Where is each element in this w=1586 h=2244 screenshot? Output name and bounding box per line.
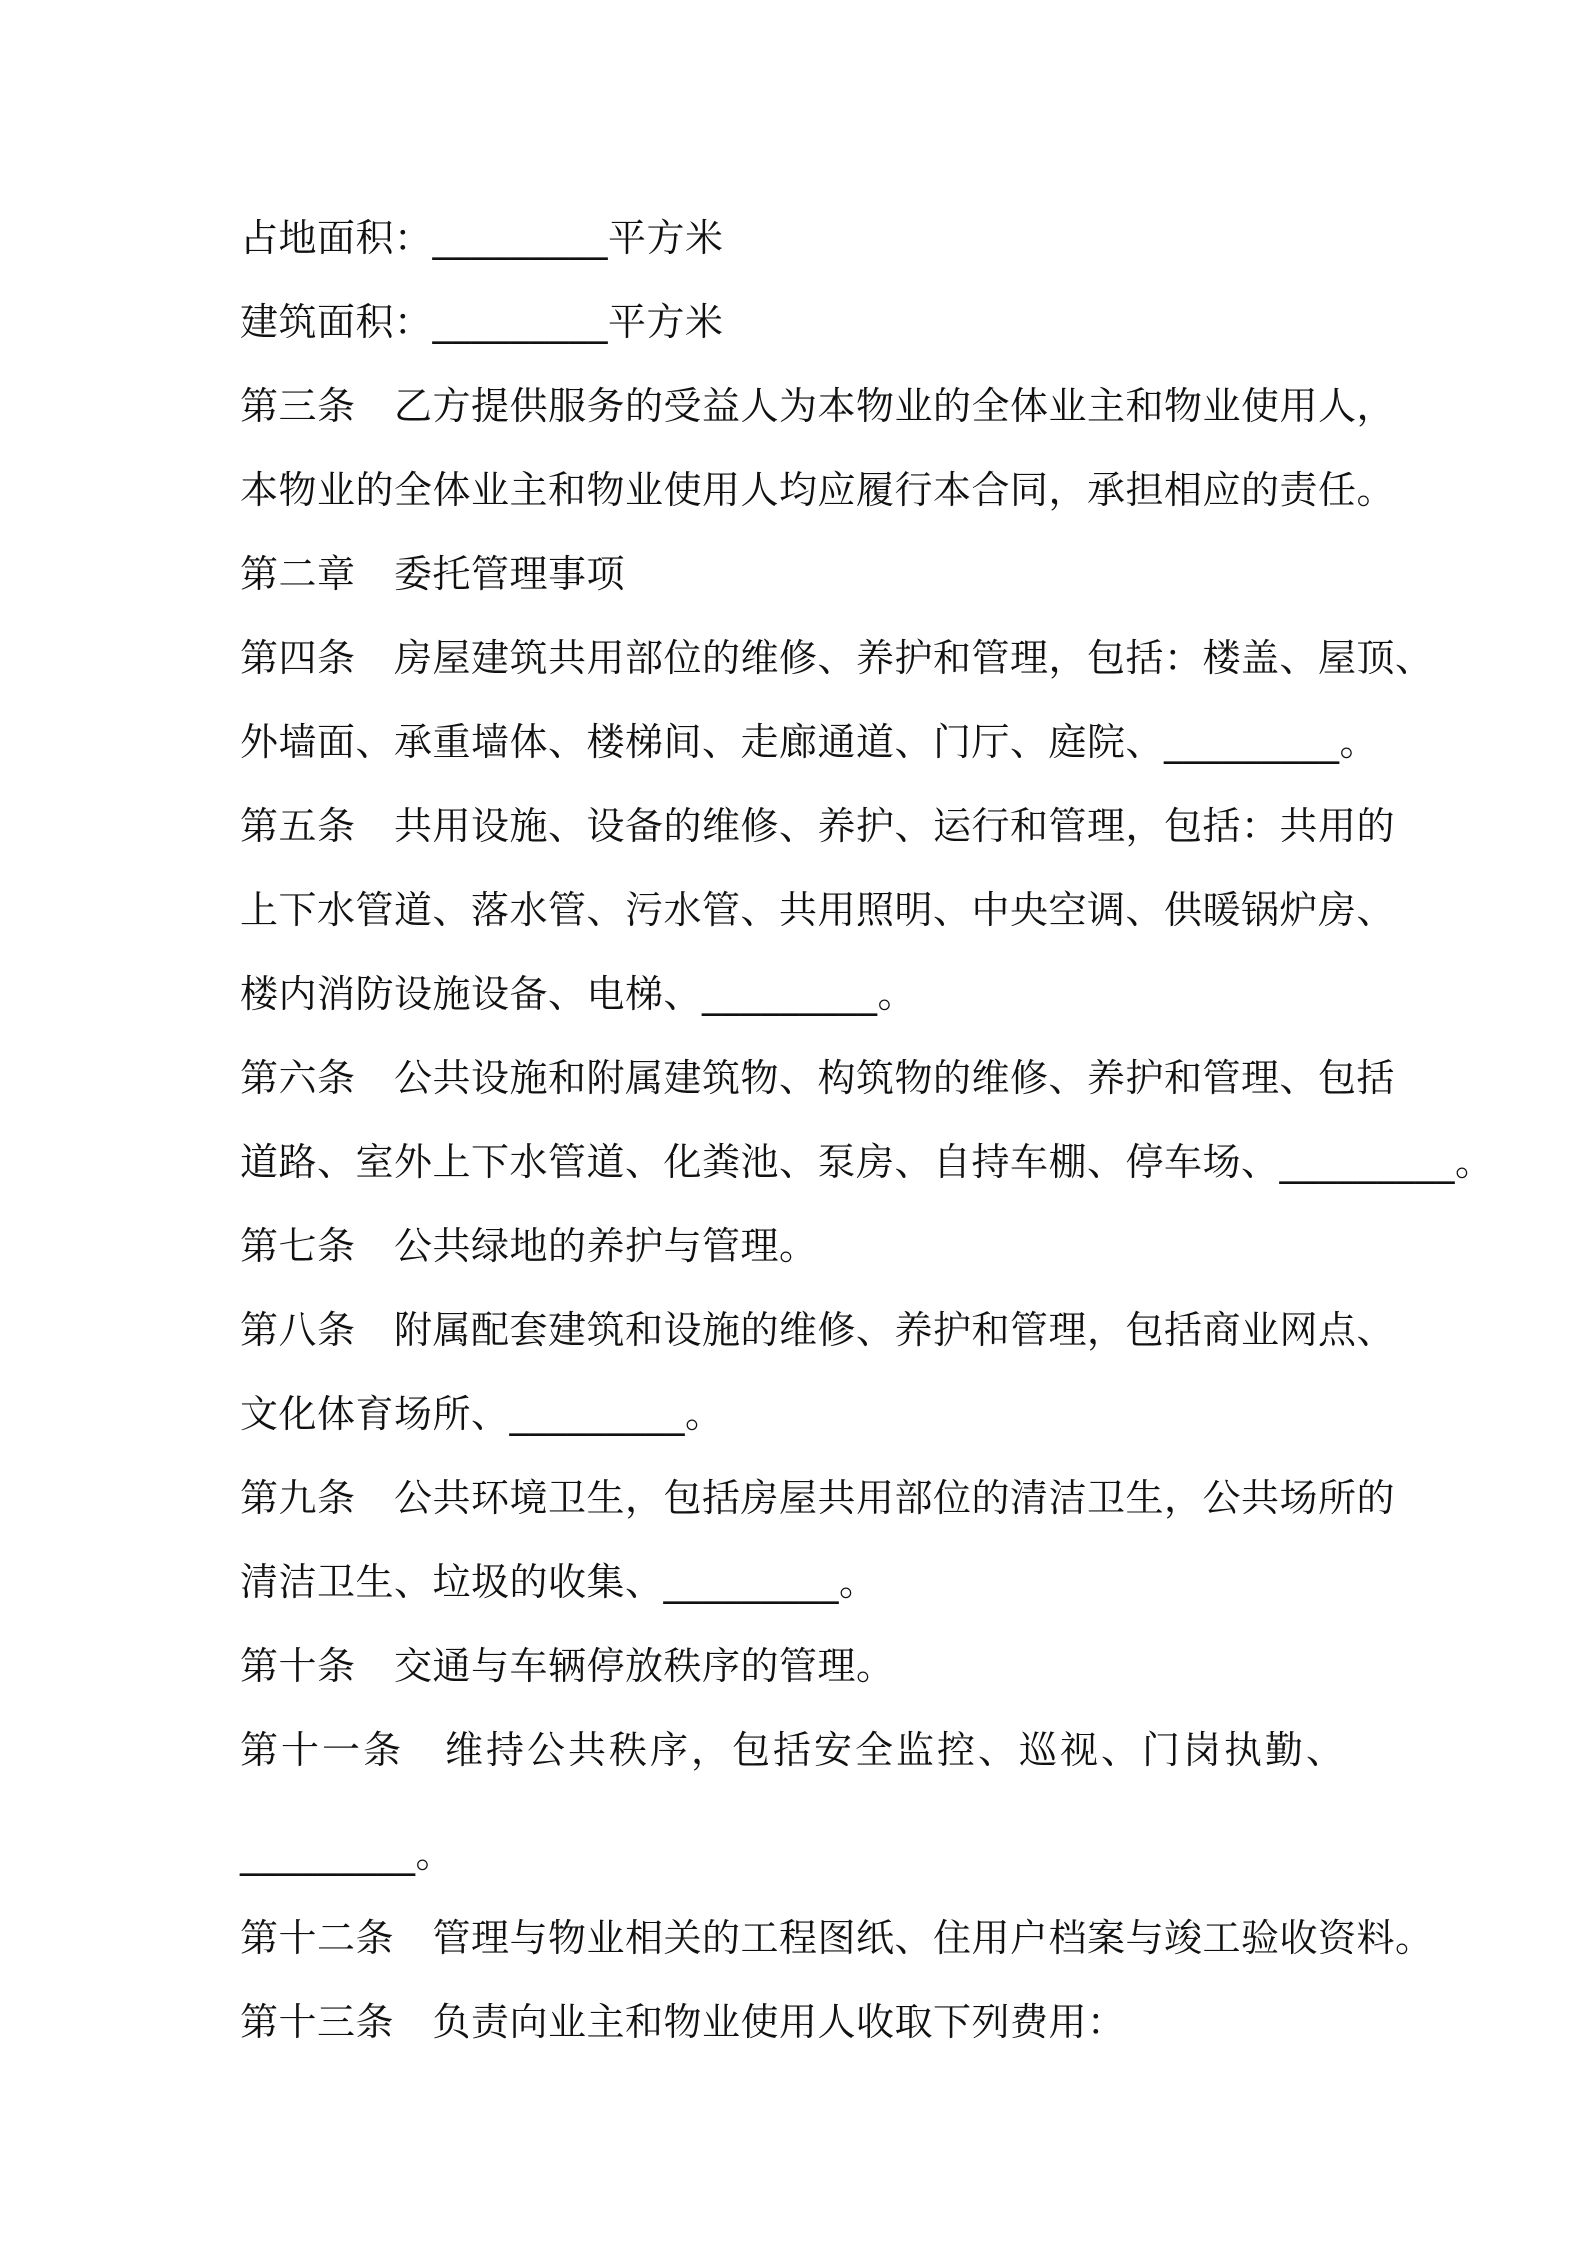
article-11-line-2: _________。 [240, 1832, 455, 1876]
article-6-line-2: 道路、室外上下水管道、化粪池、泵房、自持车棚、停车场、_________。 [240, 1140, 1494, 1184]
article-8-line-2: 文化体育场所、_________。 [240, 1392, 724, 1436]
article-9-line-2: 清洁卫生、垃圾的收集、_________。 [240, 1560, 878, 1604]
article-5-line-1: 第五条 共用设施、设备的维修、养护、运行和管理，包括：共用的 [240, 804, 1396, 848]
chapter-2-heading: 第二章 委托管理事项 [240, 552, 626, 596]
document-body [240, 196, 1494, 2064]
article-3-line-1: 第三条 乙方提供服务的受益人为本物业的全体业主和物业使用人， [240, 384, 1396, 428]
article-9-line-1: 第九条 公共环境卫生，包括房屋共用部位的清洁卫生，公共场所的 [240, 1476, 1396, 1520]
article-5-line-3: 楼内消防设施设备、电梯、_________。 [240, 972, 917, 1016]
article-10-line: 第十条 交通与车辆停放秩序的管理。 [240, 1644, 895, 1688]
article-8-line-1: 第八条 附属配套建筑和设施的维修、养护和管理，包括商业网点、 [240, 1308, 1396, 1352]
article-7-line: 第七条 公共绿地的养护与管理。 [240, 1224, 818, 1268]
building-area-line: 建筑面积：_________平方米 [240, 300, 724, 344]
article-11-line-1: 第十一条 维持公共秩序，包括安全监控、巡视、门岗执勤、 [240, 1728, 1348, 1772]
article-3-line-2: 本物业的全体业主和物业使用人均应履行本合同，承担相应的责任。 [240, 468, 1396, 512]
article-5-line-2: 上下水管道、落水管、污水管、共用照明、中央空调、供暖锅炉房、 [240, 888, 1396, 932]
article-12-line: 第十二条 管理与物业相关的工程图纸、住用户档案与竣工验收资料。 [240, 1916, 1434, 1960]
article-6-line-1: 第六条 公共设施和附属建筑物、构筑物的维修、养护和管理、包括 [240, 1056, 1396, 1100]
land-area-line: 占地面积：_________平方米 [240, 216, 724, 260]
article-13-line: 第十三条 负责向业主和物业使用人收取下列费用： [240, 2000, 1126, 2044]
article-4-line-2: 外墙面、承重墙体、楼梯间、走廊通道、门厅、庭院、_________。 [240, 720, 1379, 764]
article-4-line-1: 第四条 房屋建筑共用部位的维修、养护和管理，包括：楼盖、屋顶、 [240, 636, 1434, 680]
